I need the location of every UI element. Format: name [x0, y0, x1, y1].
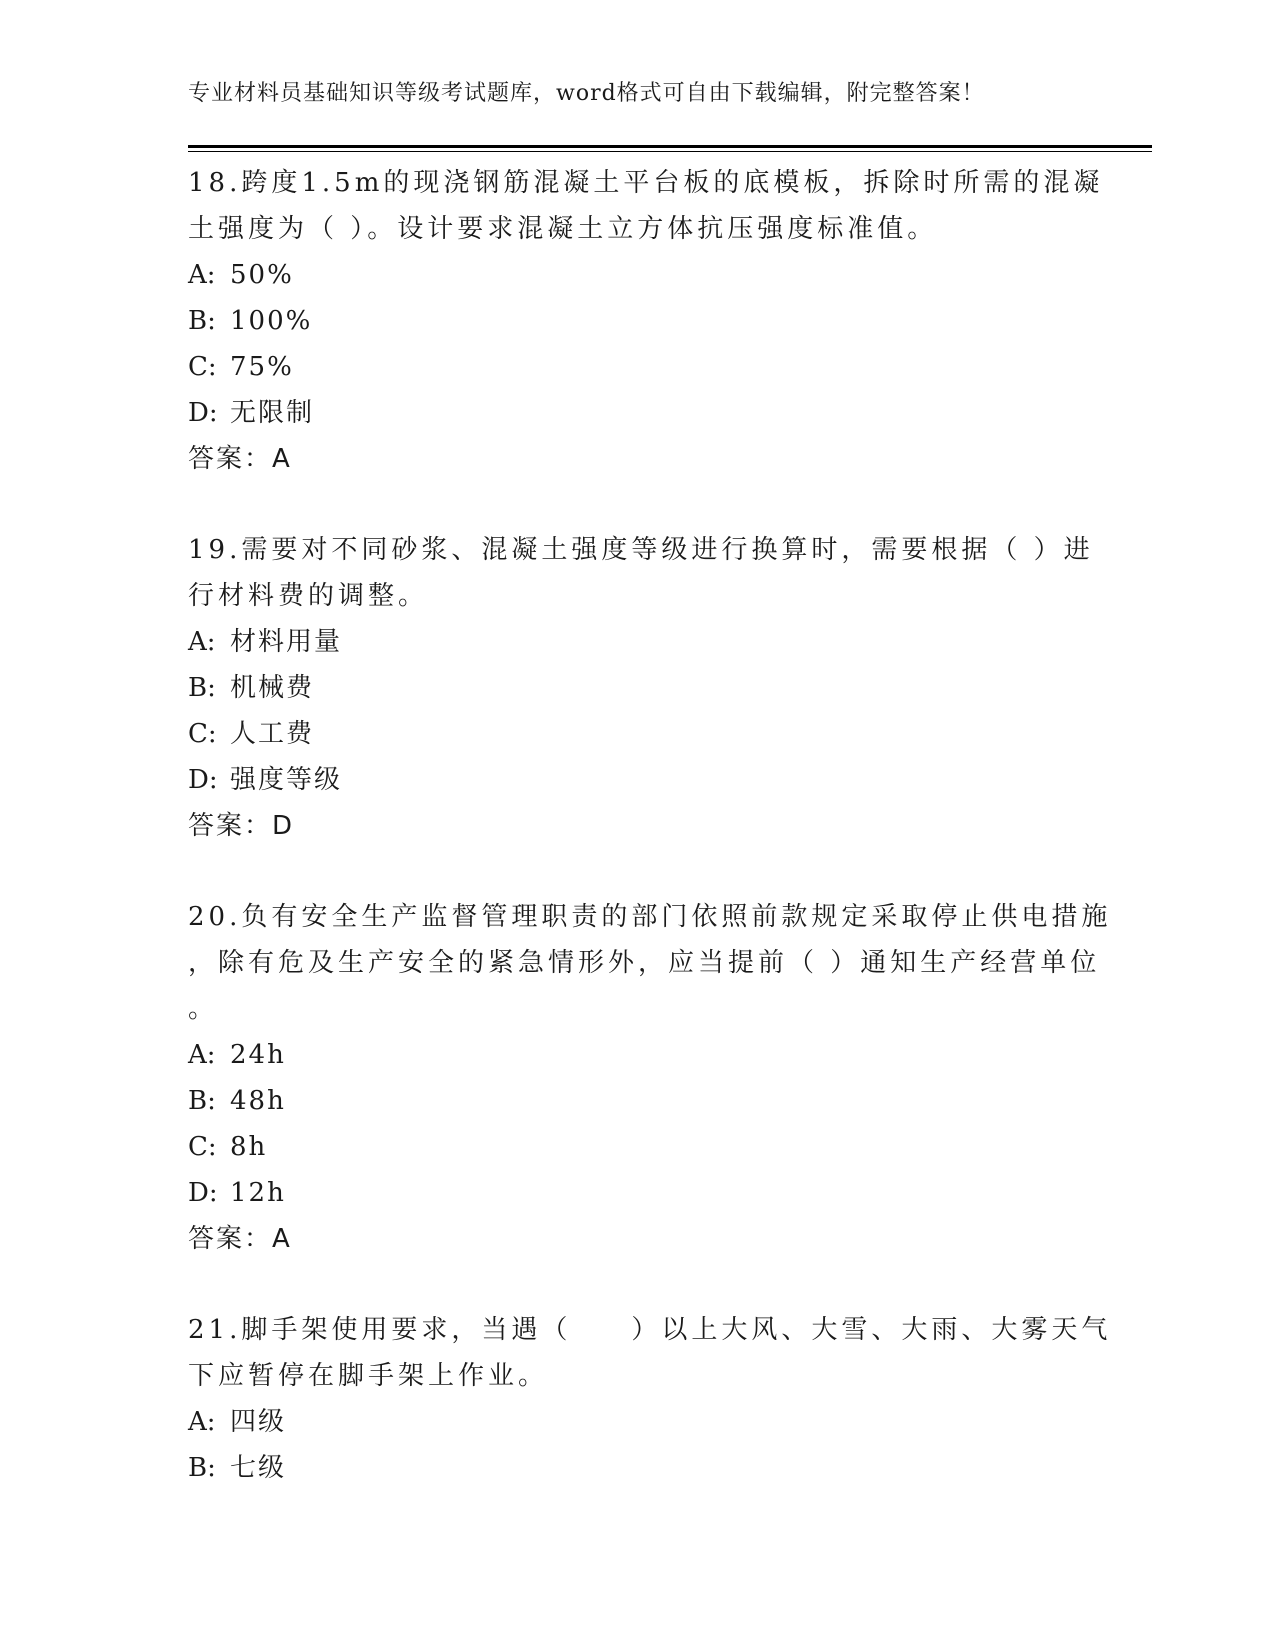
- option-key: D:: [188, 1178, 218, 1208]
- option-a: [188, 1032, 1088, 1078]
- option-text: 无限制: [230, 398, 315, 428]
- header-divider-thick: [188, 145, 1152, 148]
- option-b: [188, 1078, 1088, 1124]
- answer-value: D: [272, 811, 295, 841]
- option-key: A:: [188, 627, 216, 657]
- option-key: A:: [188, 260, 216, 290]
- option-d: [188, 1170, 1088, 1216]
- option-b: [188, 1445, 1088, 1491]
- option-d: [188, 757, 1088, 803]
- option-key: C:: [188, 352, 217, 382]
- question-list: [188, 160, 1112, 1491]
- question-spacer: [188, 1262, 1088, 1307]
- option-key: C:: [188, 719, 217, 749]
- option-text: 100%: [230, 306, 313, 336]
- option-key: B:: [188, 1086, 216, 1116]
- option-d: [188, 390, 1088, 436]
- question-18: [188, 160, 1104, 482]
- question-text-line: 20.负有安全生产监督管理职责的部门依照前款规定采取停止供电措施: [188, 902, 1112, 932]
- header-divider-thin: [188, 151, 1152, 152]
- option-text: 七级: [230, 1453, 287, 1483]
- option-text: 75%: [230, 352, 294, 382]
- question-text-line: 下应暂停在脚手架上作业。: [188, 1361, 549, 1391]
- answer-value: A: [272, 1224, 292, 1254]
- page-header: 专业材料员基础知识等级考试题库，word格式可自由下载编辑，附完整答案！: [188, 81, 985, 106]
- option-text: 8h: [230, 1132, 268, 1162]
- question-text-line: 18.跨度1.5m的现浇钢筋混凝土平台板的底模板，拆除时所需的混凝: [188, 168, 1104, 198]
- option-b: [188, 665, 1088, 711]
- question-20: [188, 894, 1112, 1262]
- option-text: 24h: [230, 1040, 286, 1070]
- option-c: [188, 344, 1088, 390]
- option-text: 材料用量: [230, 627, 343, 657]
- option-text: 人工费: [230, 719, 315, 749]
- option-a: [188, 252, 1088, 298]
- option-key: C:: [188, 1132, 217, 1162]
- option-key: B:: [188, 1453, 216, 1483]
- question-text-line: 土强度为（ ）。设计要求混凝土立方体抗压强度标准值。: [188, 214, 938, 244]
- answer-label: 答案：: [188, 811, 273, 841]
- option-text: 12h: [230, 1178, 286, 1208]
- question-text-line: ，除有危及生产安全的紧急情形外，应当提前（ ）通知生产经营单位: [188, 948, 1101, 978]
- question-text-line: 21.脚手架使用要求，当遇（ ）以上大风、大雪、大雨、大雾天气: [188, 1315, 1112, 1345]
- answer-label: 答案：: [188, 1224, 273, 1254]
- question-text-line: 。: [188, 994, 219, 1024]
- option-key: A:: [188, 1407, 216, 1437]
- answer-value: A: [272, 444, 292, 474]
- option-text: 四级: [230, 1407, 287, 1437]
- question-spacer: [188, 849, 1088, 894]
- option-a: [188, 1399, 1088, 1445]
- option-c: [188, 711, 1088, 757]
- option-key: D:: [188, 398, 218, 428]
- option-text: 强度等级: [230, 765, 343, 795]
- answer-line: [188, 803, 1088, 849]
- option-text: 48h: [230, 1086, 286, 1116]
- option-key: A:: [188, 1040, 216, 1070]
- answer-line: [188, 436, 1088, 482]
- option-key: B:: [188, 673, 216, 703]
- option-key: D:: [188, 765, 218, 795]
- option-a: [188, 619, 1088, 665]
- option-b: [188, 298, 1088, 344]
- answer-line: [188, 1216, 1088, 1262]
- question-spacer: [188, 482, 1088, 527]
- option-text: 机械费: [230, 673, 315, 703]
- option-c: [188, 1124, 1088, 1170]
- question-text-line: 19.需要对不同砂浆、混凝土强度等级进行换算时，需要根据（ ）进: [188, 535, 1094, 565]
- option-text: 50%: [230, 260, 294, 290]
- option-key: B:: [188, 306, 216, 336]
- question-21: [188, 1307, 1112, 1491]
- question-19: [188, 527, 1094, 849]
- answer-label: 答案：: [188, 444, 273, 474]
- question-text-line: 行材料费的调整。: [188, 581, 429, 611]
